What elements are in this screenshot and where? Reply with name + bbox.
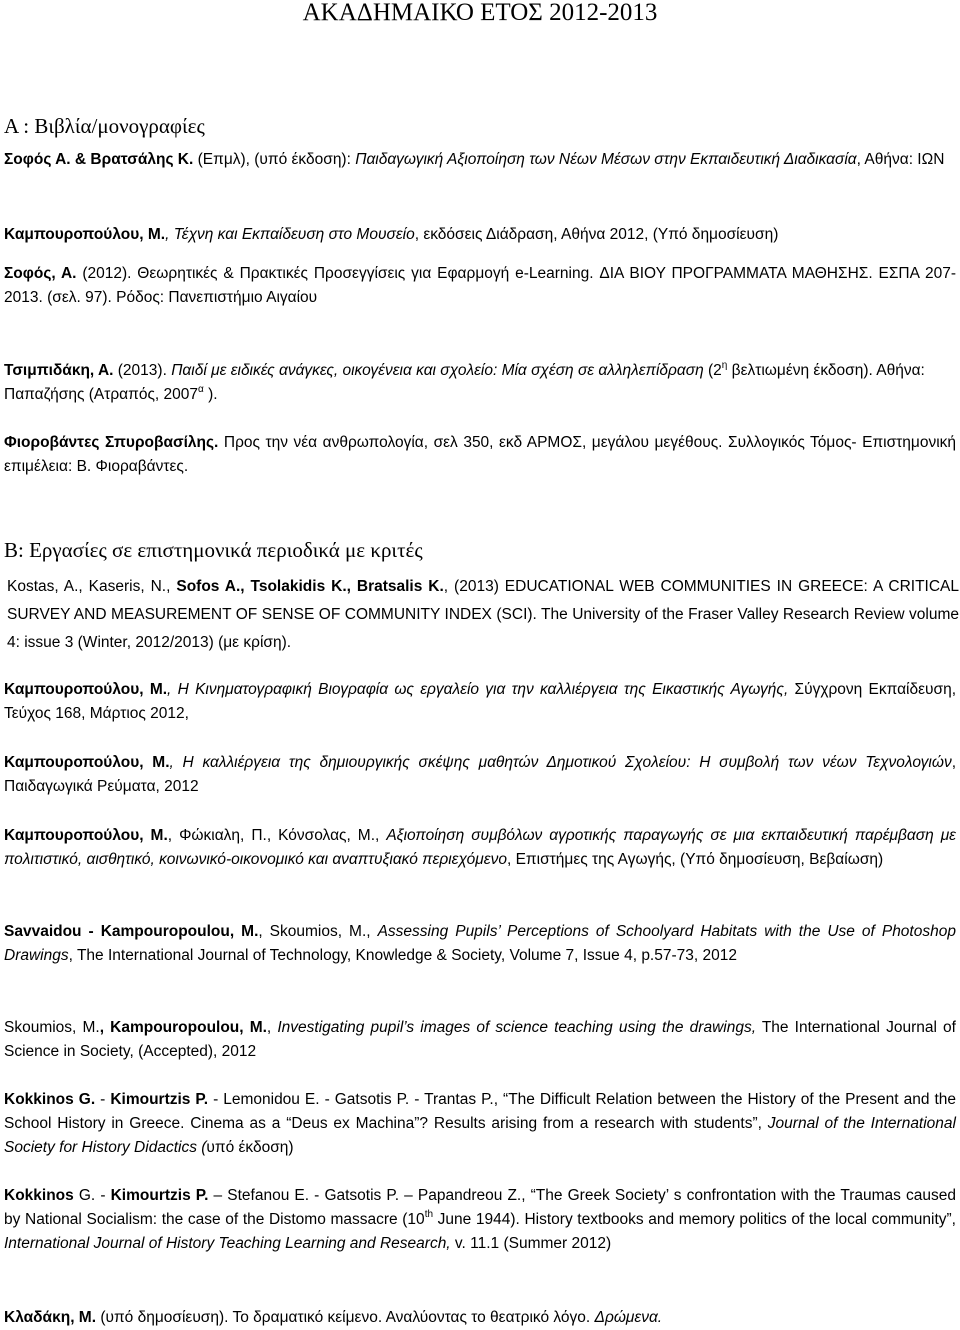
ref-author: Τσιμπιδάκη, Α. — [4, 362, 114, 379]
ref-author: Kokkinos — [4, 1187, 74, 1204]
ref-author: Σοφός Α. & Βρατσάλης Κ. — [4, 151, 194, 168]
ref-author: Καμπουροπούλου, Μ. — [4, 754, 170, 771]
ref-author: Καμπουροπούλου, Μ. — [4, 226, 166, 243]
page-title: ΑΚΑΔΗΜΑΙΚΟ ΕΤΟΣ 2012-2013 — [302, 0, 658, 26]
ref-entry: Σοφός Α. & Βρατσάλης Κ. (Επμλ), (υπό έκδοση): Παιδαγωγική Αξιοποίηση των Νέων Μέσων στην Εκπαιδευτική Διαδικασία, Αθήνα: ΙΩΝ — [4, 151, 945, 168]
ref-author: Kimourtzis P. — [110, 1187, 209, 1204]
section-b-heading: Β: Εργασίες σε επιστημονικά περιοδικά με κριτές — [4, 538, 423, 562]
ref-entry: Τσιμπιδάκη, Α. (2013). Παιδί με ειδικές ανάγκες, οικογένεια και σχολείο: Μία σχέση σε αλληλεπίδραση ($2^\eta$ βελτιωμένη έκδοση). Αθήνα: Παπαζήσης (Ατραπός, $2007^\alpha$ ). — [4, 360, 925, 403]
ref-author: Καμπουροπούλου, Μ. — [4, 681, 168, 698]
ref-author: Kimourtzis P. — [110, 1091, 209, 1108]
ref-author: Savvaidou - Kampouropoulou, M. — [4, 923, 259, 940]
ref-title: Journal of the International Society for History Didactics ( — [4, 1115, 956, 1156]
ref-title: Παιδί με ειδικές ανάγκες, οικογένεια και σχολείο: Μία σχέση σε αλληλεπίδραση — [171, 362, 704, 379]
ref-entry: Skoumios, M., Kampouropoulou, M., Investigating pupil’s images of science teaching using the drawings, The International Journal of Science in Society, (Accepted), 2012 — [4, 1019, 956, 1060]
ref-title: , Η καλλιέργεια της δημιουργικής σκέψης μαθητών Δημοτικού Σχολείου: Η συμβολή των νέων Τεχνολογιών — [169, 754, 952, 771]
ref-entry: Καμπουροπούλου, Μ., Η Κινηματογραφική Βιογραφία ως εργαλείο για την καλλιέργεια της Εικαστικής Αγωγής, Σύγχρονη Εκπαίδευση, Τεύχος 168, Μάρτιος 2012, — [4, 681, 957, 722]
ref-title: International Journal of History Teaching Learning and Research, — [4, 1235, 451, 1252]
ref-title: , Τέχνη και Εκπαίδευση στο Μουσείο — [165, 226, 415, 243]
ref-title: Assessing Pupils’ Perceptions of Schoolyard Habitats with the Use of Photoshop Drawings — [4, 923, 956, 964]
ref-entry: Kokkinos G. - Kimourtzis P. - Lemonidou E. - Gatsotis P. - Trantas P., “The Difficult Relation between the History of the Present and the School History in Greece. Cinema as a “Deus ex Machina”? Results arising from a research with students”, Journal of the International Society for History Didactics (υπό έκδοση) — [4, 1091, 957, 1156]
ref-entry: Καμπουροπούλου, Μ., Φώκιαλη, Π., Κόνσολας, Μ., Αξιοποίηση συμβόλων αγροτικής παραγωγής σε μια εκπαιδευτική παρέμβαση με πολιτιστικό, αισθητικό, κοινωνικό-οικονομικό και αναπτυξιακό περιεχόμενο, Επιστήμες της Αγωγής, (Υπό δημοσίευση, Βεβαίωση) — [4, 827, 956, 868]
ref-entry: Kokkinos G. - Kimourtzis P. – Stefanou E. - Gatsotis P. – Papandreou Z., “The Greek Society’ s confrontation with the Traumas caused by National Socialism: the case of the Distomo massacre (10th June 1944). History textbooks and memory politics of the local community”, International Journal of History Teaching Learning and Research, v. 11.1 (Summer 2012) — [4, 1187, 956, 1252]
ref-author: Kokkinos G. — [4, 1091, 96, 1108]
ref-title: Δρώμενα. — [594, 1309, 663, 1326]
ref-entry: Savvaidou - Kampouropoulou, M., Skoumios, M., Assessing Pupils’ Perceptions of Schoolyard Habitats with the Use of Photoshop Drawings, The International Journal of Technology, Knowledge & Society, Volume 7, Issue 4, p.57-73, 2012 — [4, 923, 956, 964]
section-a-heading: Α : Βιβλία/μονογραφίες — [4, 114, 205, 138]
ref-entry: Σοφός, Α. (2012). Θεωρητικές & Πρακτικές Προσεγγίσεις για Εφαρμογή e-Learning. ΔΙΑ ΒΙΟΥ ΠΡΟΓΡΑΜΜΑΤΑ ΜΑΘΗΣΗΣ. ΕΣΠΑ 207-2013. (σελ. 97). Ρόδος: Πανεπιστήμιο Αιγαίου — [4, 265, 956, 306]
ref-title: Παιδαγωγική Αξιοποίηση των Νέων Μέσων στην Εκπαιδευτική Διαδικασία — [355, 151, 857, 168]
ref-title: , Η Κινηματογραφική Βιογραφία ως εργαλείο για την καλλιέργεια της Εικαστικής Αγωγής, — [167, 681, 789, 698]
ref-title: Αξιοποίηση συμβόλων αγροτικής παραγωγής σε μια εκπαιδευτική παρέμβαση με πολιτιστικό, αισθητικό, κοινωνικό-οικονομικό και αναπτυξιακό περιεχόμενο — [4, 827, 956, 868]
ref-entry: Καμπουροπούλου, Μ., Τέχνη και Εκπαίδευση στο Μουσείο, εκδόσεις Διάδραση, Αθήνα 2012, (Υπό δημοσίευση) — [4, 226, 779, 243]
ref-author: Sofos A., Tsolakidis K., Bratsalis K. — [176, 578, 444, 595]
ref-author: , Kampouropoulou, M. — [99, 1019, 267, 1036]
ref-author: Κλαδάκη, Μ. — [4, 1309, 97, 1326]
ref-entry: Kostas, A., Kaseris, N., Sofos A., Tsolakidis K., Bratsalis K., (2013) EDUCATIONAL WEB COMMUNITIES IN GREECE: A CRITICAL SURVEY AND MEASUREMENT OF SENSE OF COMMUNITY INDEX (SCI). The University of the Fraser Valley Research Review volume 4: issue 3 (Winter, 2012/2013) (με κρίση). — [7, 578, 959, 651]
ref-author: Καμπουροπούλου, Μ. — [4, 827, 168, 844]
ref-entry: Κλαδάκη, Μ. (υπό δημοσίευση). Το δραματικό κείμενο. Αναλύοντας το θεατρικό λόγο. Δρώμενα. — [4, 1309, 663, 1326]
ref-author: Φιοροβάντες Σπυροβασίλης. — [4, 434, 219, 451]
ref-title: Investigating pupil’s images of science teaching using the drawings, — [277, 1019, 756, 1036]
ref-entry: Φιοροβάντες Σπυροβασίλης. Προς την νέα ανθρωπολογία, σελ 350, εκδ ΑΡΜΟΣ, μεγάλου μεγέθους. Συλλογικός Τόμος- Επιστημονική επιμέλεια: Β. Φιοραβάντες. — [4, 434, 957, 475]
ref-entry: Καμπουροπούλου, Μ., Η καλλιέργεια της δημιουργικής σκέψης μαθητών Δημοτικού Σχολείου: Η συμβολή των νέων Τεχνολογιών, Παιδαγωγικά Ρεύματα, 2012 — [4, 754, 957, 795]
ref-author: Σοφός, Α. — [4, 265, 77, 282]
